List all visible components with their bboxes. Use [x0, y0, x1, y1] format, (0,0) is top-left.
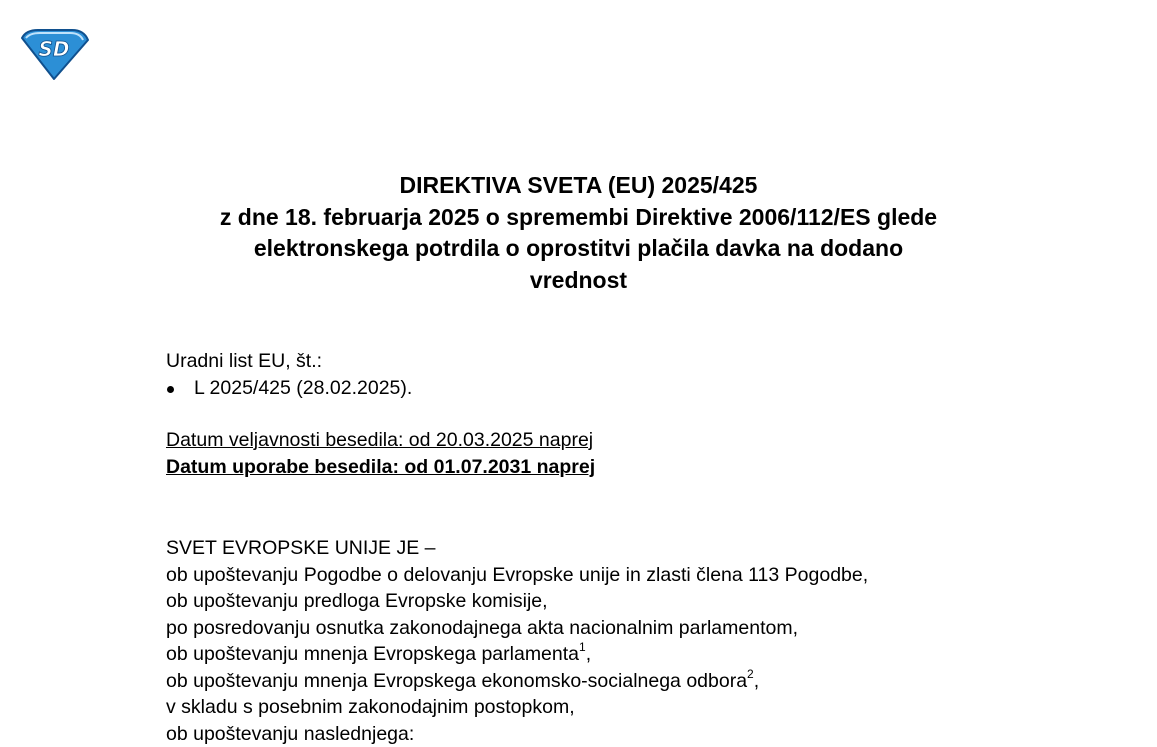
official-journal-item: L 2025/425 (28.02.2025). — [166, 375, 412, 402]
official-journal-list — [166, 375, 412, 402]
preamble-line: ob upoštevanju predloga Evropske komisije, — [166, 588, 868, 615]
document-title — [0, 170, 1157, 296]
title-line: DIREKTIVA SVETA (EU) 2025/425 — [0, 170, 1157, 202]
validity-section — [166, 427, 595, 480]
title-line: vrednost — [0, 265, 1157, 297]
footnote-ref[interactable]: 1 — [579, 640, 586, 654]
preamble-line: ob upoštevanju Pogodbe o delovanju Evropske unije in zlasti člena 113 Pogodbe, — [166, 562, 868, 589]
official-journal-section — [166, 348, 412, 401]
official-journal-label: Uradni list EU, št.: — [166, 348, 412, 375]
title-line: elektronskega potrdila o oprostitvi plačila davka na dodano — [0, 233, 1157, 265]
sd-logo — [18, 26, 90, 82]
title-line: z dne 18. februarja 2025 o spremembi Direktive 2006/112/ES glede — [0, 202, 1157, 234]
preamble-line: ob upoštevanju naslednjega: — [166, 721, 868, 747]
preamble-line: ob upoštevanju mnenja Evropskega ekonomsko-socialnega odbora$^2$, — [166, 668, 868, 695]
logo-text: SD — [38, 37, 69, 61]
validity-date: Datum veljavnosti besedila: od 20.03.2025 naprej — [166, 427, 595, 454]
preamble-line: ob upoštevanju mnenja Evropskega parlamenta$^1$, — [166, 641, 868, 668]
footnote-ref[interactable]: 2 — [747, 667, 754, 681]
preamble-section — [166, 535, 868, 747]
preamble-line: SVET EVROPSKE UNIJE JE – — [166, 535, 868, 562]
sd-shield-logo-icon — [18, 26, 90, 82]
application-date: Datum uporabe besedila: od 01.07.2031 naprej — [166, 454, 595, 481]
preamble-line: v skladu s posebnim zakonodajnim postopkom, — [166, 694, 868, 721]
preamble-line: po posredovanju osnutka zakonodajnega akta nacionalnim parlamentom, — [166, 615, 868, 642]
